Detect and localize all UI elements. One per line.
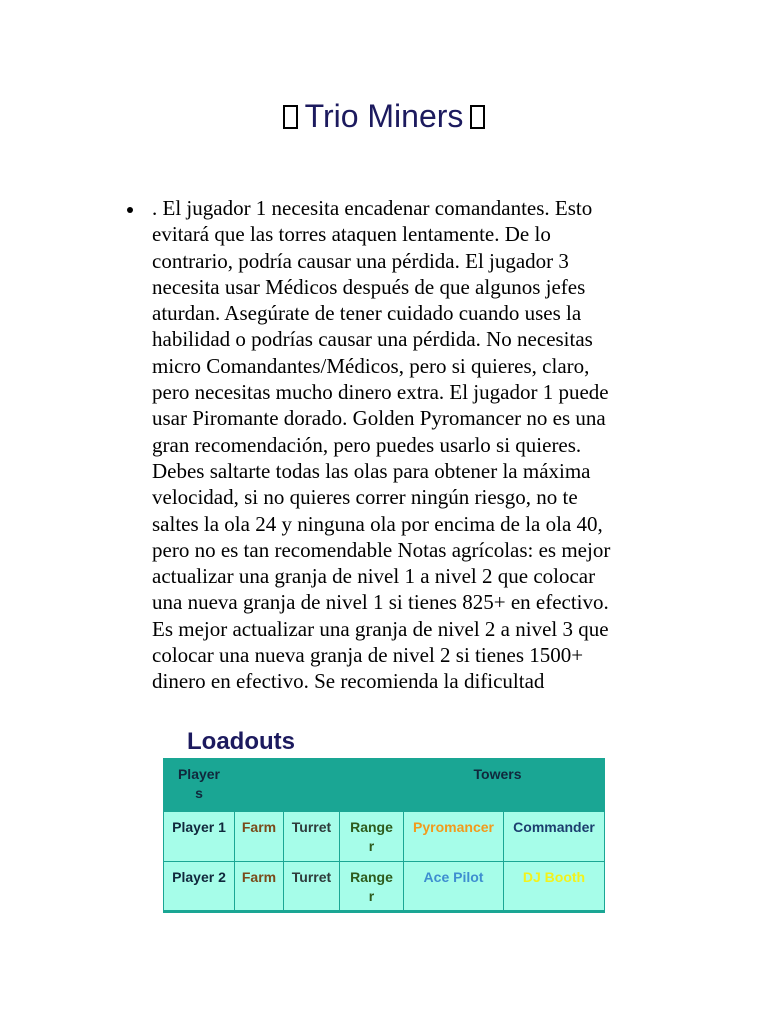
tower-cell: Farm [235, 862, 284, 912]
player-cell: Player 1 [164, 812, 235, 862]
tower-cell: Turret [284, 812, 340, 862]
notes-paragraph: . El jugador 1 necesita encadenar comandantes. Esto evitará que las torres ataquen lentamente. De lo contrario, podría causar una pérdida. El jugador 3 necesita usar Médicos después de que algunos jefes aturdan. Asegúrate de tener cuidado cuando uses la habilidad o podrías causar una pérdida. No necesitas micro Comandantes/Médicos, pero si quieres, claro, pero necesitas mucho dinero extra. El jugador 1 puede usar Piromante dorado. Golden Pyromancer no es una gran recomendación, pero puedes usarlo si quieres. Debes saltarte todas las olas para obtener la máxima velocidad, si no quieres correr ningún riesgo, no te saltes la ola 24 y ninguna ola por encima de la ola 40, pero no es tan recomendable Notas agrícolas: es mejor actualizar una granja de nivel 1 a nivel 2 que colocar una nueva granja de nivel 1 si tienes 825+ en efectivo. Es mejor actualizar una granja de nivel 2 a nivel 3 que colocar una nueva granja de nivel 2 si tienes 1500+ dinero en efectivo. Se recomienda la dificultad [152, 196, 611, 694]
table-row [164, 862, 605, 912]
players-header: Player s [164, 759, 235, 812]
missing-glyph-icon [470, 105, 485, 129]
notes-list [120, 195, 640, 695]
missing-glyph-icon [283, 105, 298, 129]
page-title [0, 96, 768, 136]
towers-header [235, 759, 605, 812]
bullet-icon [127, 207, 133, 213]
loadouts-heading: Loadouts [187, 728, 295, 755]
tower-cell: Pyromancer [404, 812, 504, 862]
loadouts-table [163, 758, 605, 913]
tower-cell: Range r [340, 862, 404, 912]
player-cell: Player 2 [164, 862, 235, 912]
tower-cell: Turret [284, 862, 340, 912]
tower-cell: Range r [340, 812, 404, 862]
tower-cell: Ace Pilot [404, 862, 504, 912]
table-row [164, 812, 605, 862]
page-title-text: Trio Miners [304, 98, 464, 134]
table-header-row [164, 759, 605, 812]
towers-header-label: Towers [473, 766, 522, 782]
tower-cell: DJ Booth [504, 862, 605, 912]
list-item [120, 195, 640, 695]
tower-cell: Commander [504, 812, 605, 862]
tower-cell: Farm [235, 812, 284, 862]
